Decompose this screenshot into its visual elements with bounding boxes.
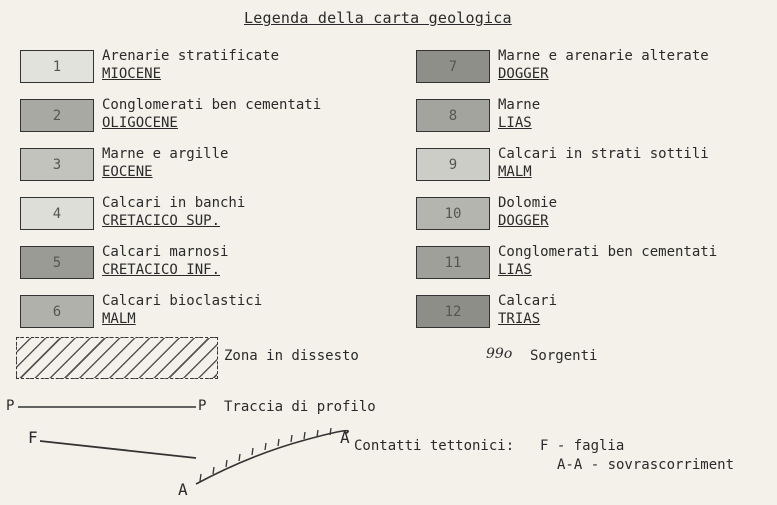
- age-label: OLIGOCENE: [102, 115, 178, 131]
- lithology-label: Marne e argille: [102, 146, 229, 162]
- thrust-tick: [291, 435, 292, 442]
- lithology-label: Calcari: [498, 293, 558, 309]
- lithology-label: Conglomerati ben cementati: [102, 97, 322, 113]
- thrust-start-letter: A: [178, 480, 188, 499]
- legend-color-box: 3: [20, 148, 94, 181]
- legend-color-box: 4: [20, 197, 94, 230]
- profile-label: Traccia di profilo: [224, 399, 376, 415]
- profile-end-letter: P: [198, 398, 207, 414]
- legend-color-box: 11: [416, 246, 490, 279]
- age-label: EOCENE: [102, 164, 153, 180]
- age-label: MALM: [102, 311, 136, 327]
- legend-color-box: 8: [416, 99, 490, 132]
- lithology-label: Arenarie stratificate: [102, 48, 280, 64]
- legend-color-box: 12: [416, 295, 490, 328]
- age-label: DOGGER: [498, 213, 549, 229]
- lithology-label: Dolomie: [498, 195, 558, 211]
- age-label: CRETACICO INF.: [102, 262, 221, 278]
- age-label: DOGGER: [498, 66, 549, 82]
- tectonic-contacts-heading: Contatti tettonici:: [354, 438, 515, 454]
- thrust-tick: [265, 443, 266, 450]
- fault-letter: F: [28, 428, 38, 447]
- age-label: CRETACICO SUP.: [102, 213, 221, 229]
- fault-line: [40, 441, 196, 458]
- thrust-definition: A-A - sovrascorriment: [557, 457, 735, 473]
- legend-color-box: 9: [416, 148, 490, 181]
- fault-definition: F - faglia: [540, 438, 625, 454]
- thrust-tick: [213, 467, 214, 474]
- spring-icon: 99o: [486, 346, 513, 362]
- age-label: MALM: [498, 164, 532, 180]
- legend-color-box: 2: [20, 99, 94, 132]
- dissesto-label: Zona in dissesto: [224, 348, 359, 364]
- legend-title: Legenda della carta geologica: [244, 9, 512, 27]
- thrust-tick: [200, 474, 201, 481]
- age-label: MIOCENE: [102, 66, 162, 82]
- age-label: LIAS: [498, 262, 532, 278]
- lithology-label: Calcari in strati sottili: [498, 146, 709, 162]
- lithology-label: Marne: [498, 97, 541, 113]
- age-label: TRIAS: [498, 311, 541, 327]
- lithology-label: Calcari marnosi: [102, 244, 229, 260]
- lithology-label: Calcari bioclastici: [102, 293, 263, 309]
- thrust-tick: [304, 432, 305, 439]
- legend-color-box: 7: [416, 50, 490, 83]
- lithology-label: Conglomerati ben cementati: [498, 244, 718, 260]
- thrust-tick: [239, 454, 240, 461]
- age-label: LIAS: [498, 115, 532, 131]
- sorgenti-label: Sorgenti: [530, 348, 598, 364]
- legend-color-box: 5: [20, 246, 94, 279]
- legend-color-box: 6: [20, 295, 94, 328]
- legend-color-box: 10: [416, 197, 490, 230]
- thrust-tick: [278, 439, 279, 446]
- lithology-label: Calcari in banchi: [102, 195, 246, 211]
- lithology-label: Marne e arenarie alterate: [498, 48, 709, 64]
- thrust-tick: [252, 448, 253, 455]
- thrust-tick: [226, 460, 227, 467]
- thrust-ticks: [200, 428, 331, 481]
- thrust-end-letter: A: [340, 428, 350, 447]
- thrust-line: [196, 431, 348, 484]
- profile-start-letter: P: [6, 398, 15, 414]
- legend-color-box: 1: [20, 50, 94, 83]
